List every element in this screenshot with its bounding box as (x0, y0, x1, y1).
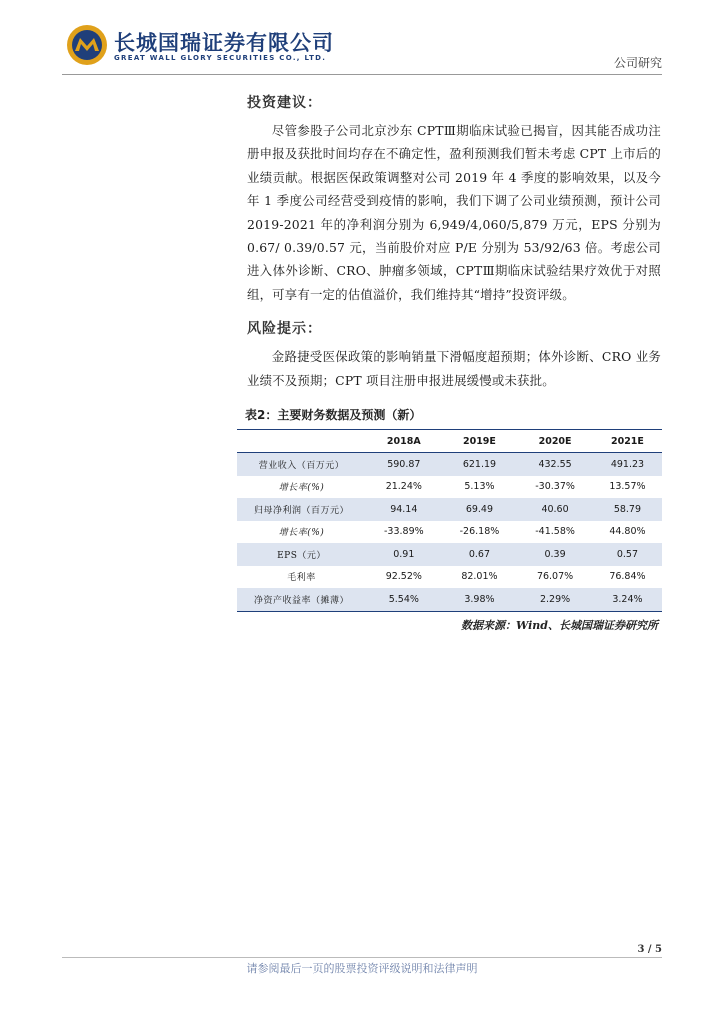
table-cell: 590.87 (366, 453, 442, 476)
risk-paragraph: 金路捷受医保政策的影响销量下滑幅度超预期；体外诊断、CRO 业务业绩不及预期；CPT 项目注册申报进展缓慢或未获批。 (247, 349, 661, 388)
investment-heading: 投资建议： (247, 95, 322, 111)
table-cell: 44.80% (609, 526, 646, 538)
table-cell: 76.84% (609, 571, 646, 583)
table-source-note: 数据来源：Wind、长城国瑞证券研究所 (460, 618, 658, 632)
table-cell: 2.29% (517, 588, 593, 611)
table-cell: -33.89% (383, 526, 424, 538)
brand-name-en: GREAT WALL GLORY SECURITIES CO., LTD. (114, 54, 327, 62)
page-header (0, 0, 724, 80)
header-blank-cell (237, 430, 366, 453)
column-header: 2021E (593, 430, 662, 453)
column-header: 2020E (517, 430, 593, 453)
table-row (237, 588, 662, 611)
column-header: 2018A (366, 430, 442, 453)
financial-table-section (237, 406, 662, 633)
table-cell: 0.91 (366, 543, 442, 566)
financial-table (237, 429, 662, 612)
table-cell: 0.57 (593, 543, 662, 566)
table-cell: 13.57% (609, 481, 646, 493)
footer-disclaimer: 请参阅最后一页的股票投资评级说明和法律声明 (246, 962, 478, 975)
table-cell: -41.58% (535, 526, 575, 538)
table-row (237, 521, 662, 544)
table-cell: 94.14 (366, 498, 442, 521)
table-row (237, 543, 662, 566)
table-row (237, 476, 662, 499)
table-header-row (237, 430, 662, 453)
risk-heading: 风险提示： (247, 321, 322, 338)
column-header: 2019E (442, 430, 518, 453)
table-cell: 58.79 (593, 498, 662, 521)
row-label: 营业收入（百万元） (237, 453, 366, 476)
table-cell: 432.55 (517, 453, 593, 476)
company-logo-icon (66, 24, 108, 66)
table-cell: 5.54% (366, 588, 442, 611)
page-number: 3 / 5 (637, 944, 662, 955)
row-label: 归母净利润（百万元） (237, 498, 366, 521)
table-cell: 0.39 (517, 543, 593, 566)
table-cell: 76.07% (536, 571, 574, 583)
row-label: 增长率(%) (278, 528, 325, 539)
table-row (237, 498, 662, 521)
table-cell: 82.01% (461, 571, 498, 583)
row-label: EPS（元） (237, 543, 366, 566)
table-cell: 3.98% (442, 588, 518, 611)
investment-paragraph: 尽管参股子公司北京沙东 CPTⅢ期临床试验已揭盲，因其能否成功注册申报及获批时间均存在不确定性，盈利预测我们暂未考虑 CPT 上市后的业绩贡献。根据医保政策调整对公司 2019 年 4 季度的影响效果，以及今年 1 季度公司经营受到疫情的影响，我们下调了公司业绩预测，预计公司 2019-2021 年的净利润分别为 6,949/4,060/5,879 万元，EPS 分别为 0.67/ 0.39/0.57 元，当前股价对应 P/E 分别为 53/92/63 倍。考虑公司进入体外诊断、CRO、肿瘤多领域，CPTⅢ期临床试验结果疗效优于对照组，可享有一定的估值溢价，我们维持其“增持”投资评级。 (247, 123, 661, 302)
section-label: 公司研究 (613, 56, 662, 70)
table-cell: 621.19 (442, 453, 518, 476)
table-cell: 69.49 (442, 498, 518, 521)
table-cell: 3.24% (593, 588, 662, 611)
table-cell: -30.37% (535, 481, 575, 493)
table-cell: 5.13% (464, 481, 495, 493)
table-cell: 92.52% (385, 571, 422, 583)
table-cell: 0.67 (442, 543, 518, 566)
header-divider (62, 74, 662, 75)
brand-name-cn: 长城国瑞证券有限公司 (114, 31, 334, 55)
table-cell: -26.18% (459, 526, 500, 538)
table-row (237, 453, 662, 476)
footer-divider (62, 957, 662, 958)
report-body (247, 92, 661, 404)
table-cell: 40.60 (517, 498, 593, 521)
table-row (237, 566, 662, 589)
row-label: 增长率(%) (278, 483, 325, 494)
table-cell: 21.24% (385, 481, 422, 493)
table-cell: 491.23 (593, 453, 662, 476)
row-label: 毛利率 (287, 573, 316, 584)
table-title: 表2：主要财务数据及预测（新） (245, 408, 422, 422)
row-label: 净资产收益率（摊薄） (237, 588, 366, 611)
